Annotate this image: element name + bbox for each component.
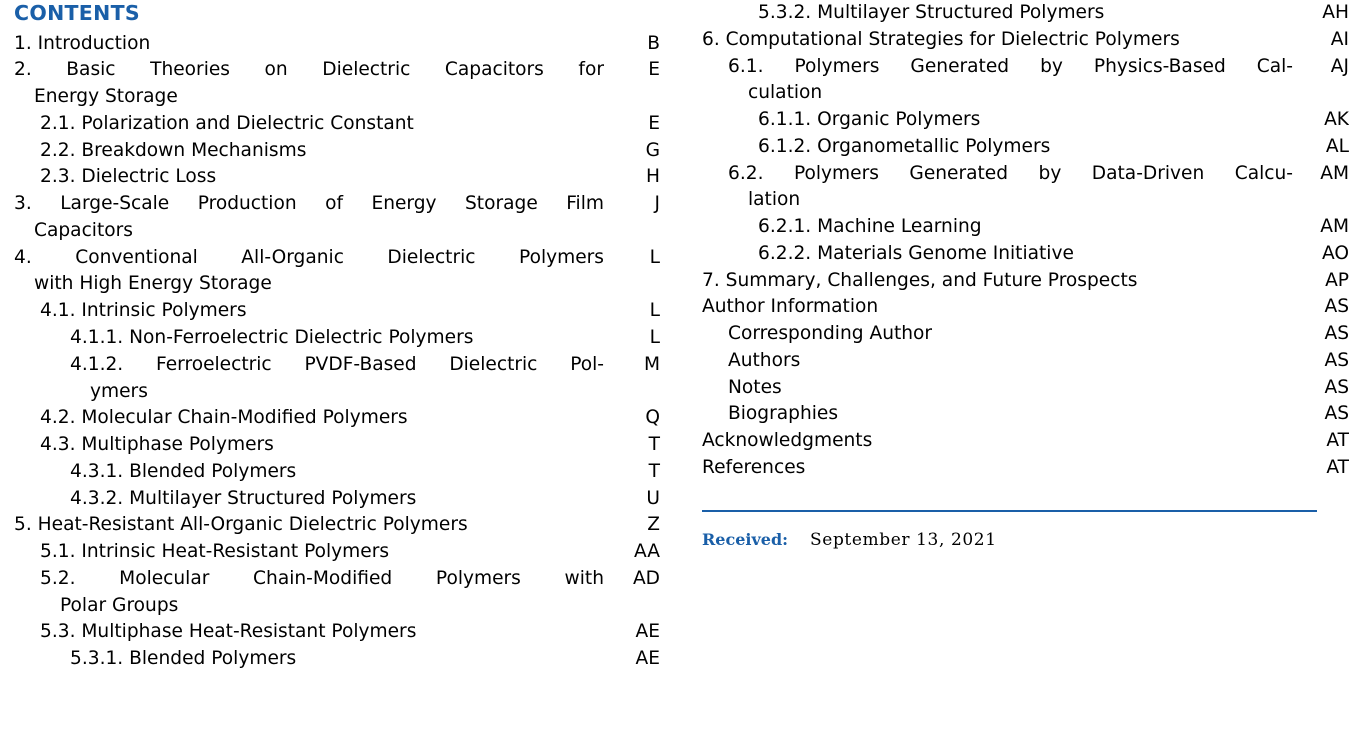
toc-entry-page: G	[645, 139, 660, 161]
toc-entry[interactable]	[702, 375, 1349, 402]
toc-entry[interactable]	[14, 352, 660, 406]
toc-entry-label: 4.1.1. Non-Ferroelectric Dielectric Polymers	[70, 326, 474, 348]
toc-entry-label: Authors	[728, 349, 801, 371]
left-column	[0, 0, 660, 743]
toc-entry-line: Capacitors	[34, 219, 133, 241]
toc-list-left	[14, 31, 660, 673]
toc-entry[interactable]	[14, 486, 660, 513]
contents-heading: CONTENTS	[14, 1, 140, 25]
toc-entry-page: AS	[1324, 403, 1349, 425]
toc-entry-label	[14, 191, 614, 245]
received-line	[702, 530, 1349, 550]
toc-entry-line: Energy Storage	[34, 86, 178, 108]
toc-entry-label: 4.3.2. Multilayer Structured Polymers	[70, 487, 417, 509]
toc-entry-page: M	[643, 353, 660, 375]
toc-entry[interactable]	[14, 539, 660, 566]
toc-entry-page: AE	[635, 621, 660, 643]
toc-entry-page: AH	[1322, 2, 1349, 23]
toc-entry-page: U	[646, 487, 660, 509]
toc-entry-label: References	[702, 457, 806, 479]
toc-entry-page: AS	[1324, 376, 1349, 398]
toc-entry-label	[702, 161, 1303, 215]
toc-entry[interactable]	[702, 268, 1349, 295]
received-date: September 13, 2021	[810, 529, 997, 550]
toc-entry[interactable]	[702, 27, 1349, 54]
toc-entry[interactable]	[14, 646, 660, 673]
toc-entry-label: 6. Computational Strategies for Dielectric Polymers	[702, 28, 1180, 50]
toc-entry-label: 1. Introduction	[14, 32, 151, 54]
toc-entry-page: AE	[635, 648, 660, 670]
toc-entry-line: 5.2. Molecular Chain-Modified Polymers with	[40, 567, 604, 589]
toc-entry-label	[14, 566, 614, 620]
toc-entry[interactable]	[14, 245, 660, 299]
toc-entry-label: 6.2.1. Machine Learning	[758, 216, 982, 238]
toc-entry[interactable]	[14, 512, 660, 539]
toc-entry-page: AI	[1330, 28, 1349, 50]
toc-entry[interactable]	[702, 134, 1349, 161]
toc-entry-line: culation	[748, 82, 823, 104]
toc-entry-label: 4.2. Molecular Chain-Modified Polymers	[40, 407, 408, 429]
toc-entry-label: Notes	[728, 376, 782, 398]
toc-entry-page: E	[648, 112, 660, 134]
toc-entry[interactable]	[14, 619, 660, 646]
toc-entry-label: 6.2.2. Materials Genome Initiative	[758, 242, 1074, 264]
toc-entry-label: 4.1. Intrinsic Polymers	[40, 300, 247, 322]
toc-entry[interactable]	[702, 321, 1349, 348]
toc-entry-line: 6.1. Polymers Generated by Physics-Based Cal-	[728, 55, 1293, 77]
toc-entry[interactable]	[702, 54, 1349, 108]
toc-entry[interactable]	[14, 111, 660, 138]
toc-entry-page: J	[654, 193, 660, 215]
toc-entry[interactable]	[14, 459, 660, 486]
toc-entry-label: 2.2. Breakdown Mechanisms	[40, 139, 307, 161]
toc-entry[interactable]	[14, 405, 660, 432]
toc-entry[interactable]	[702, 0, 1349, 27]
toc-entry[interactable]	[702, 107, 1349, 134]
toc-entry[interactable]	[702, 241, 1349, 268]
toc-entry[interactable]	[702, 214, 1349, 241]
toc-entry-label: 5.3. Multiphase Heat-Resistant Polymers	[40, 621, 417, 643]
toc-entry-label: Acknowledgments	[702, 430, 873, 452]
toc-entry-label	[702, 54, 1303, 108]
toc-entry-page: AS	[1324, 296, 1349, 318]
toc-entry-page: AJ	[1330, 55, 1349, 77]
toc-entry-line: lation	[748, 189, 801, 211]
toc-entry-label	[14, 352, 614, 406]
toc-entry-line: 6.2. Polymers Generated by Data-Driven Calcu-	[728, 162, 1293, 184]
toc-entry-label: 4.3.1. Blended Polymers	[70, 460, 297, 482]
toc-entry-page: L	[649, 246, 660, 268]
toc-entry-page: AM	[1320, 216, 1349, 238]
right-column	[660, 0, 1349, 743]
toc-entry[interactable]	[702, 294, 1349, 321]
toc-entry[interactable]	[702, 455, 1349, 482]
toc-entry-line: 3. Large-Scale Production of Energy Storage Film	[14, 193, 604, 215]
toc-entry-label: Corresponding Author	[728, 323, 933, 345]
toc-entry-page: AS	[1324, 349, 1349, 371]
toc-entry-label: 2.1. Polarization and Dielectric Constant	[40, 112, 414, 134]
toc-entry-label: 5. Heat-Resistant All-Organic Dielectric Polymers	[14, 514, 468, 536]
toc-entry-label: 5.3.2. Multilayer Structured Polymers	[758, 2, 1105, 23]
toc-entry-page: B	[647, 32, 660, 54]
toc-list-right	[702, 0, 1349, 482]
toc-entry-label: Author Information	[702, 296, 879, 318]
toc-entry[interactable]	[14, 57, 660, 111]
toc-entry-label: 6.1.2. Organometallic Polymers	[758, 135, 1051, 157]
toc-entry[interactable]	[14, 164, 660, 191]
toc-entry-page: AT	[1326, 457, 1349, 479]
toc-entry-page: AD	[632, 567, 660, 589]
toc-entry-page: AT	[1326, 430, 1349, 452]
toc-entry-page: Q	[645, 407, 660, 429]
toc-entry-page: AK	[1324, 109, 1349, 131]
toc-entry-page: AP	[1325, 269, 1349, 291]
toc-entry-page: L	[649, 300, 660, 322]
toc-entry-page: H	[646, 166, 660, 188]
toc-entry-label: 5.3.1. Blended Polymers	[70, 648, 297, 670]
toc-entry[interactable]	[702, 348, 1349, 375]
toc-entry-page: AL	[1325, 135, 1349, 157]
toc-entry-line: 4.1.2. Ferroelectric PVDF-Based Dielectric Pol-	[70, 353, 604, 375]
toc-entry-label	[14, 245, 614, 299]
toc-entry[interactable]	[14, 31, 660, 58]
toc-entry-label: 6.1.1. Organic Polymers	[758, 109, 981, 131]
received-label: Received:	[702, 529, 789, 549]
toc-entry[interactable]	[14, 138, 660, 165]
toc-entry-line: 2. Basic Theories on Dielectric Capacitors for	[14, 59, 604, 81]
toc-entry-page: AA	[634, 541, 660, 563]
toc-entry-line: ymers	[90, 380, 148, 402]
toc-entry[interactable]	[14, 298, 660, 325]
toc-entry-page: Z	[647, 514, 660, 536]
toc-entry-label: 5.1. Intrinsic Heat-Resistant Polymers	[40, 541, 390, 563]
toc-entry-page: E	[648, 59, 660, 81]
toc-entry[interactable]	[14, 191, 660, 245]
section-divider	[702, 510, 1317, 512]
toc-entry-label: 4.3. Multiphase Polymers	[40, 434, 274, 456]
toc-entry-line: Polar Groups	[60, 594, 179, 616]
toc-entry[interactable]	[14, 325, 660, 352]
toc-entry[interactable]	[702, 428, 1349, 455]
toc-entry-label: 7. Summary, Challenges, and Future Prospects	[702, 269, 1138, 291]
toc-entry[interactable]	[702, 401, 1349, 428]
toc-entry-label: 2.3. Dielectric Loss	[40, 166, 217, 188]
toc-entry[interactable]	[702, 161, 1349, 215]
toc-entry-label	[14, 57, 614, 111]
toc-entry-page: AO	[1321, 242, 1349, 264]
toc-entry-line: 4. Conventional All-Organic Dielectric Polymers	[14, 246, 604, 268]
toc-entry[interactable]	[14, 566, 660, 620]
toc-entry-page: T	[648, 460, 660, 482]
toc-entry-page: L	[649, 326, 660, 348]
toc-entry-page: AS	[1324, 323, 1349, 345]
toc-entry-label: Biographies	[728, 403, 839, 425]
toc-entry-page: AM	[1320, 162, 1349, 184]
toc-entry-line: with High Energy Storage	[34, 273, 272, 295]
toc-entry[interactable]	[14, 432, 660, 459]
toc-entry-page: T	[648, 434, 660, 456]
